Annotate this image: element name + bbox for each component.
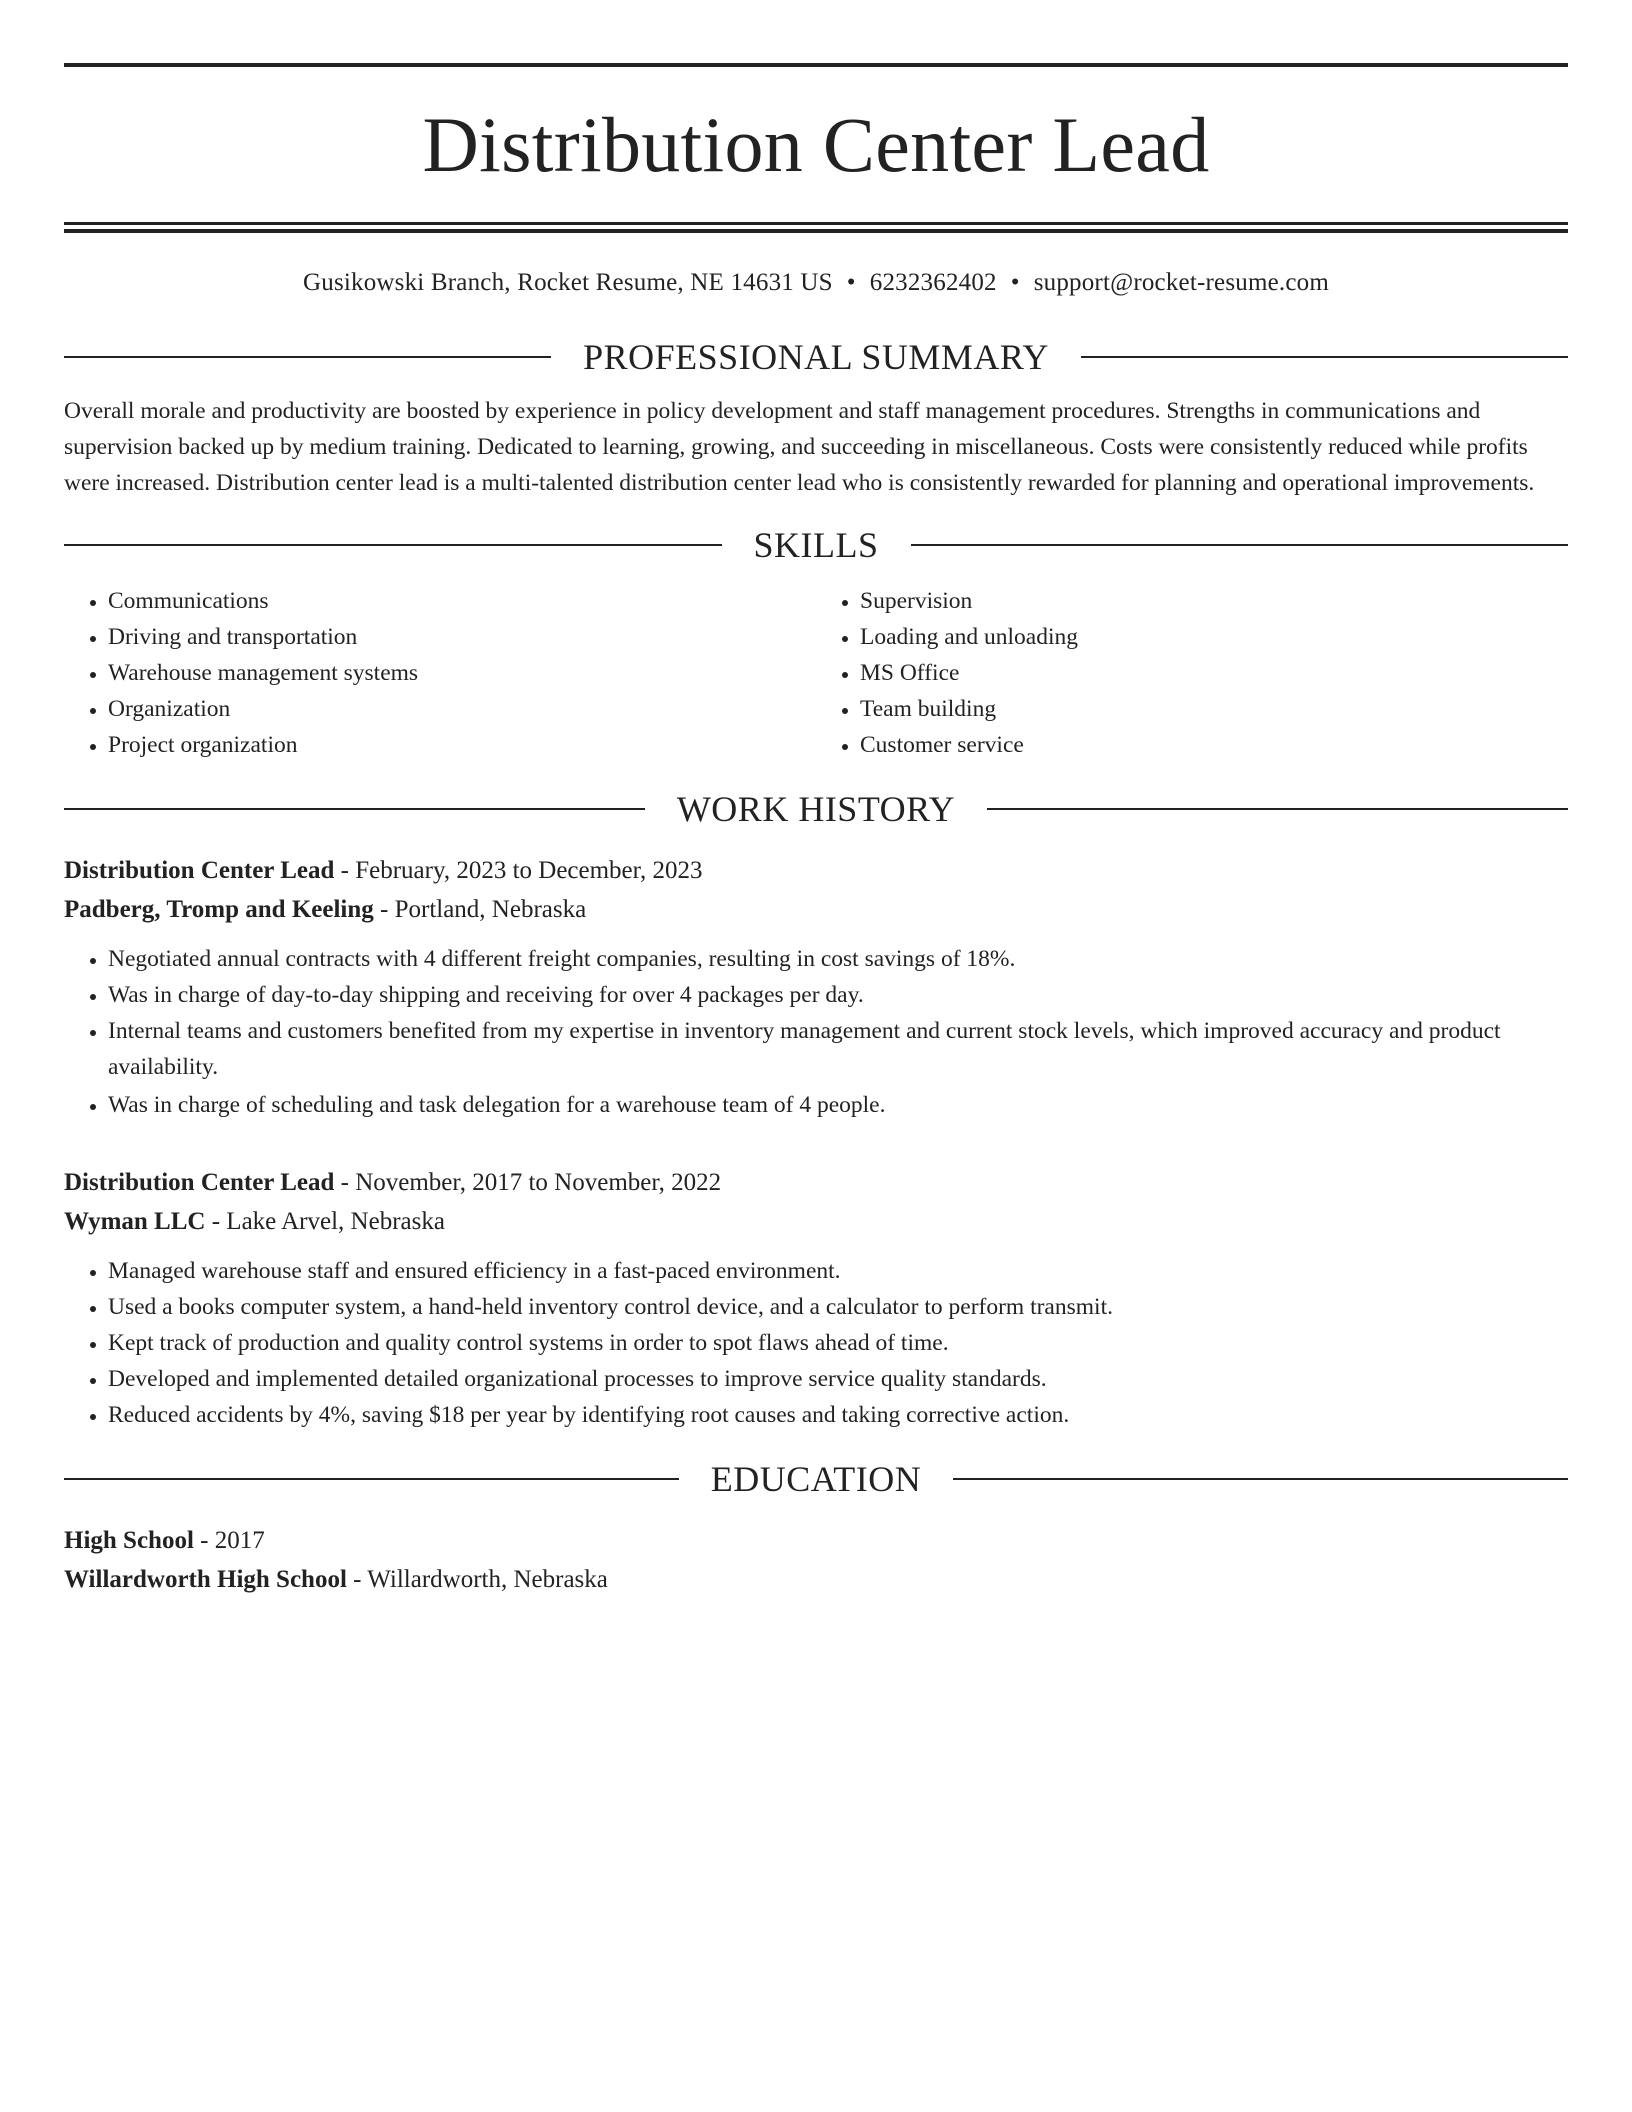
job-bullet: • Negotiated annual contracts with 4 different freight companies, resulting in cost savings of 18%. [108,941,1568,977]
job-bullet: • Managed warehouse staff and ensured efficiency in a fast-paced environment. [108,1253,1568,1289]
skill-item: • Supervision [860,583,1568,619]
summary-text: Overall morale and productivity are boosted by experience in policy development and staff management procedures. Strengths in communications and supervision backed up by medium training. Dedicated to learning, growing, and succeeding in miscellaneous. Costs were consistently reduced while profits were increased. Distribution center lead is a multi-talented distribution center lead who is consistently rewarded for planning and operational improvements. [64,398,1535,496]
section-title-skills: SKILLS [753,525,879,565]
top-rule [64,63,1568,67]
section-title-education: EDUCATION [710,1459,922,1499]
skills-list [64,583,1568,763]
job-location: - Lake Arvel, Nebraska [205,1208,445,1235]
section-header-summary [64,333,1568,381]
contact-separator: • [846,269,856,296]
job-title: Distribution Center Lead [64,1169,335,1196]
job-company-line [64,1202,1568,1241]
job-location: - Portland, Nebraska [373,896,587,923]
skill-item: • Communications [108,583,816,619]
title-double-rule [64,222,1568,233]
skill-item: • Team building [860,691,1568,727]
section-rule-left [64,544,722,546]
skill-item: • Driving and transportation [108,619,816,655]
skill-item: • Customer service [860,727,1568,763]
section-title-summary: PROFESSIONAL SUMMARY [583,337,1049,377]
education-school: Willardworth High School [64,1566,347,1593]
education-entry [64,1521,1568,1599]
section-rule-left [64,356,551,358]
job-title-line [64,1163,1568,1202]
contact-email: support@rocket-resume.com [1033,269,1329,296]
section-rule-right [1081,356,1568,358]
job-bullets [64,941,1568,1123]
skill-item: • Project organization [108,727,816,763]
job-title: Distribution Center Lead [64,857,335,884]
education-degree: High School [64,1527,194,1554]
job-title-line [64,851,1568,890]
job-bullet: • Used a books computer system, a hand-held inventory control device, and a calculator to perform transmit. [108,1289,1568,1325]
contact-address: Gusikowski Branch, Rocket Resume, NE 14631 US [303,269,833,296]
section-rule-right [987,808,1568,810]
job-entry [64,1163,1568,1433]
skill-item: • MS Office [860,655,1568,691]
skills-column-right [816,583,1568,763]
section-rule-right [953,1478,1568,1480]
section-header-work [64,785,1568,833]
contact-phone: 6232362402 [869,269,997,296]
job-bullet: • Was in charge of scheduling and task delegation for a warehouse team of 4 people. [108,1087,1568,1123]
skill-item: • Warehouse management systems [108,655,816,691]
section-rule-left [64,808,645,810]
job-bullet: • Reduced accidents by 4%, saving $18 per year by identifying root causes and taking corrective action. [108,1397,1568,1433]
section-rule-right [911,544,1569,546]
resume-title: Distribution Center Lead [422,101,1210,188]
skills-column-left [64,583,816,763]
job-dates: - November, 2017 to November, 2022 [334,1169,722,1196]
section-title-work: WORK HISTORY [676,789,956,829]
job-bullet: • Developed and implemented detailed organizational processes to improve service quality standards. [108,1361,1568,1397]
job-bullet: • Kept track of production and quality control systems in order to spot flaws ahead of time. [108,1325,1568,1361]
skill-item: • Loading and unloading [860,619,1568,655]
contact-line [64,267,1568,299]
job-bullet: • Was in charge of day-to-day shipping and receiving for over 4 packages per day. [108,977,1568,1013]
education-school-line [64,1560,1568,1599]
section-header-skills [64,521,1568,569]
job-dates: - February, 2023 to December, 2023 [334,857,703,884]
job-bullet: • Internal teams and customers benefited from my expertise in inventory management and current stock levels, which improved accuracy and product availability. [108,1013,1568,1085]
section-rule-left [64,1478,679,1480]
education-year: - 2017 [193,1527,265,1554]
job-company: Wyman LLC [64,1208,206,1235]
job-bullets [64,1253,1568,1433]
education-degree-line [64,1521,1568,1560]
job-company: Padberg, Tromp and Keeling [64,896,374,923]
education-location: - Willardworth, Nebraska [346,1566,608,1593]
job-company-line [64,890,1568,929]
section-header-education [64,1455,1568,1503]
skill-item: • Organization [108,691,816,727]
contact-separator: • [1010,269,1020,296]
job-entry [64,851,1568,1123]
